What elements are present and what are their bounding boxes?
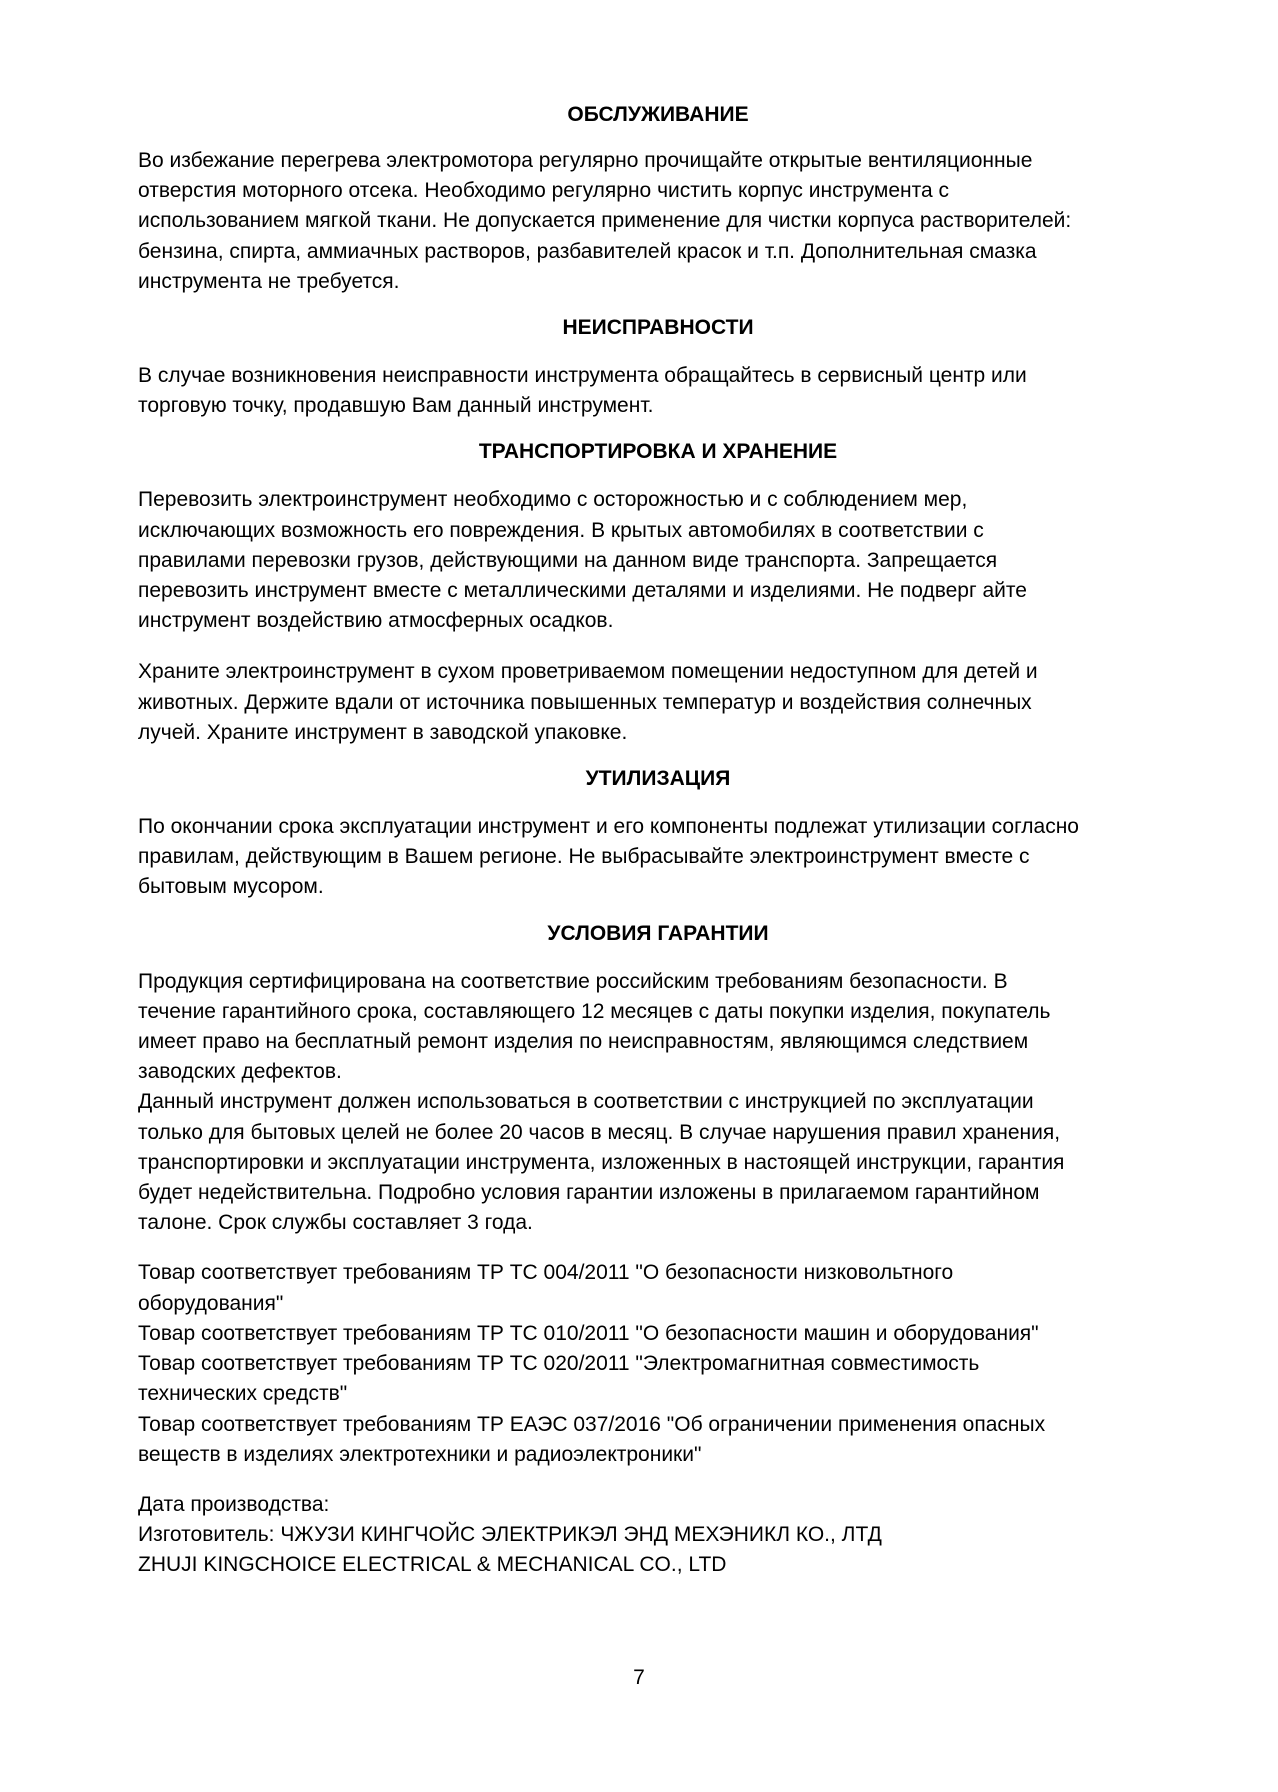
text-line: веществ в изделиях электротехники и радиоэлектроники" bbox=[138, 1442, 702, 1466]
warranty-text bbox=[138, 967, 1178, 1239]
text-line: Во избежание перегрева электромотора регулярно прочищайте открытые вентиляционные bbox=[138, 149, 1033, 172]
text-line: использованием мягкой ткани. Не допускается применение для чистки корпуса растворителей: bbox=[138, 209, 1072, 233]
text-line: Дата производства: bbox=[138, 1492, 330, 1516]
text-line: инструмент воздействию атмосферных осадков. bbox=[138, 609, 614, 633]
manufacturer-text bbox=[138, 1490, 1178, 1581]
text-line: отверстия моторного отсека. Необходимо регулярно чистить корпус инструмента с bbox=[138, 179, 950, 203]
transport-text bbox=[138, 485, 1178, 636]
text-line: будет недействительна. Подробно условия гарантии изложены в прилагаемом гарантийном bbox=[138, 1181, 1040, 1205]
text-line: животных. Держите вдали от источника повышенных температур и воздействия солнечных bbox=[138, 690, 1032, 714]
text-line: лучей. Храните инструмент в заводской упаковке. bbox=[138, 720, 628, 744]
text-line: По окончании срока эксплуатации инструмент и его компоненты подлежат утилизации согласно bbox=[138, 815, 1079, 839]
malfunctions-heading: НЕИСПРАВНОСТИ bbox=[562, 316, 754, 340]
disposal-heading: УТИЛИЗАЦИЯ bbox=[585, 767, 731, 791]
text-line: технических средств" bbox=[138, 1382, 348, 1406]
text-line: Изготовитель: ЧЖУЗИ КИНГЧОЙС ЭЛЕКТРИКЭЛ ЭНД МЕХЭНИКЛ КО., ЛТД bbox=[138, 1523, 882, 1547]
storage-text bbox=[138, 657, 1178, 748]
text-line: имеет право на бесплатный ремонт изделия по неисправностям, являющимся следствием bbox=[138, 1030, 1029, 1054]
text-line: бензина, спирта, аммиачных растворов, разбавителей красок и т.п. Дополнительная смазка bbox=[138, 239, 1037, 263]
document-page bbox=[138, 100, 1178, 1581]
text-line: Товар соответствует требованиям ТР ТС 010/2011 "О безопасности машин и оборудования" bbox=[138, 1321, 1039, 1345]
page-number: 7 bbox=[633, 1666, 645, 1689]
malfunctions-text bbox=[138, 361, 1178, 421]
text-line: правилами перевозки грузов, действующими на данном виде транспорта. Запрещается bbox=[138, 548, 998, 572]
text-line: правилам, действующим в Вашем регионе. Не выбрасывайте электроинструмент вместе с bbox=[138, 845, 1030, 869]
text-line: Данный инструмент должен использоваться в соответствии с инструкцией по эксплуатации bbox=[138, 1090, 1034, 1114]
text-line: Храните электроинструмент в сухом проветриваемом помещении недоступном для детей и bbox=[138, 660, 1038, 684]
text-line: исключающих возможность его повреждения. В крытых автомобилях в соответствии с bbox=[138, 518, 984, 542]
warranty-heading: УСЛОВИЯ ГАРАНТИИ bbox=[547, 921, 769, 945]
text-line: инструмента не требуется. bbox=[138, 269, 400, 293]
text-line: бытовым мусором. bbox=[138, 875, 324, 899]
disposal-text bbox=[138, 812, 1178, 903]
maintenance-heading: ОБСЛУЖИВАНИЕ bbox=[567, 103, 749, 126]
transport-heading: ТРАНСПОРТИРОВКА И ХРАНЕНИЕ bbox=[478, 440, 838, 464]
text-line: Продукция сертифицирована на соответствие российским требованиям безопасности. В bbox=[138, 969, 1008, 993]
maintenance-text bbox=[138, 146, 1178, 297]
text-line: течение гарантийного срока, составляющего 12 месяцев с даты покупки изделия, покупатель bbox=[138, 999, 1051, 1023]
text-line: транспортировки и эксплуатации инструмента, изложенных в настоящей инструкции, гарантия bbox=[138, 1150, 1065, 1174]
text-line: только для бытовых целей не более 20 часов в месяц. В случае нарушения правил хранения, bbox=[138, 1120, 1061, 1144]
text-line: торговую точку, продавшую Вам данный инструмент. bbox=[138, 394, 654, 418]
text-line: Товар соответствует требованиям ТР ТС 020/2011 "Электромагнитная совместимость bbox=[138, 1352, 980, 1376]
text-line: Товар соответствует требованиям ТР ТС 004/2011 "О безопасности низковольтного bbox=[138, 1261, 954, 1285]
text-line: заводских дефектов. bbox=[138, 1060, 342, 1084]
text-line: Перевозить электроинструмент необходимо с осторожностью и с соблюдением мер, bbox=[138, 488, 968, 512]
text-line: В случае возникновения неисправности инструмента обращайтесь в сервисный центр или bbox=[138, 364, 1027, 388]
text-line: перевозить инструмент вместе с металлическими деталями и изделиями. Не подверг айте bbox=[138, 579, 1027, 603]
text-line: оборудования" bbox=[138, 1291, 284, 1315]
text-line: талоне. Срок службы составляет 3 года. bbox=[138, 1211, 533, 1235]
text-line: Товар соответствует требованиям ТР ЕАЭС 037/2016 "Об ограничении применения опасных bbox=[138, 1412, 1046, 1436]
text-line: ZHUJI KINGCHOICE ELECTRICAL & MECHANICAL CO., LTD bbox=[138, 1553, 727, 1577]
compliance-text bbox=[138, 1258, 1178, 1469]
